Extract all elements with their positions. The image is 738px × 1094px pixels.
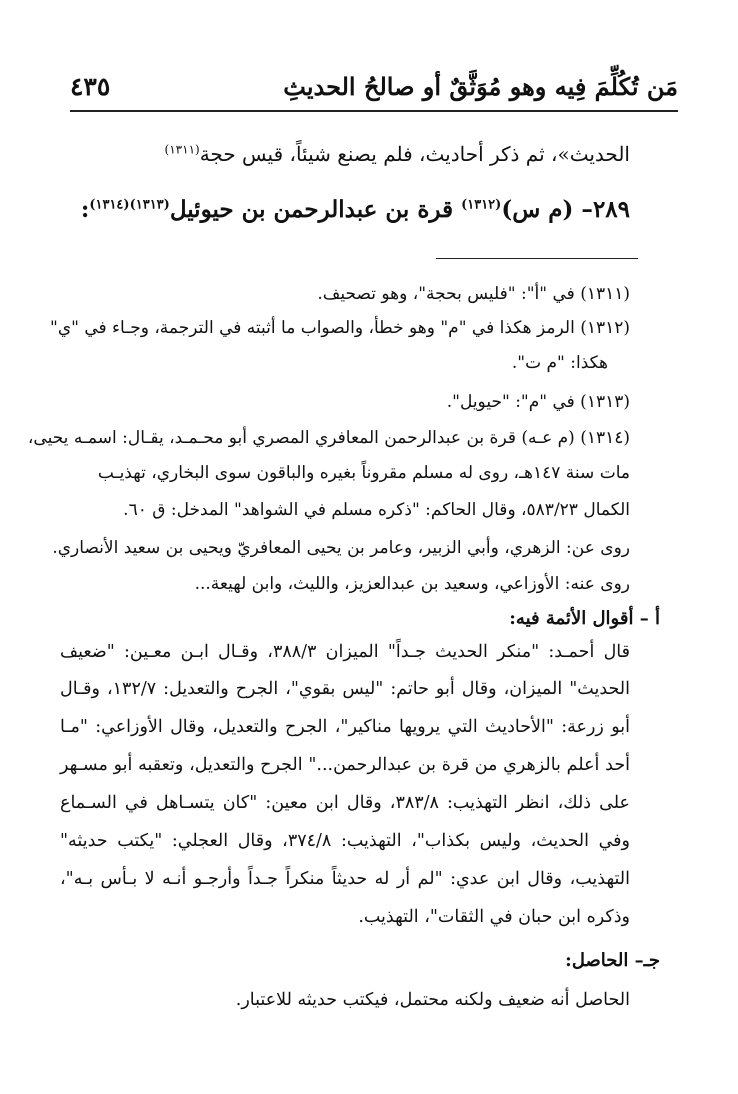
footnote-ref-1311: (١٣١١) [164,142,200,157]
section-c-heading: جـ– الحاصل: [565,950,660,971]
entry-colon: : [80,196,90,223]
body-line-1 [60,142,630,166]
section-a-line-5: على ذلك، انظر التهذيب: ٣٨٣/٨، وقال ابن معين: "كان يتسـاهل في السـماع [60,793,630,813]
section-a-line-7: التهذيب، وقال ابن عدي: "لم أر له حديثاً منكراً جـداً وأرجـو أنـه لا بـأس بـه"، [60,869,630,889]
footnote-1314-line-2: مات سنة ١٤٧هـ، روى له مسلم مقروناً بغيره والباقون سوى البخاري، تهذيـب [97,463,630,483]
footnote-ref-1312: (١٣١٢) [461,197,502,213]
footnote-ref-1313-1314: (١٣١٣)(١٣١٤) [89,197,170,213]
footnote-1314-line-3: الكمال ٥٨٣/٢٣، وقال الحاكم: "ذكره مسلم في الشواهد" المدخل: ق ٦٠. [123,500,630,520]
footnote-1314-line-1: (١٣١٤) (م عـه) قرة بن عبدالرحمن المعافري المصري أبو محـمـد، يقـال: اسمـه يحيى، [27,428,630,448]
running-header-title: مَن تُكُلِّمَ فِيه وهو مُوَثَّقٌ أو صالحُ الحديثِ [283,72,678,101]
footnote-1313: (١٣١٣) في "م": "حيويل". [446,392,630,412]
entry-heading [60,196,630,223]
entry-name: قرة بن عبدالرحمن بن حيوئيل [169,196,454,223]
footnote-1311: (١٣١١) في "أ": "فليس بحجة"، وهو تصحيف. [317,284,630,304]
section-c-text: الحاصل أنه ضعيف ولكنه محتمل، فيكتب حديثه للاعتبار. [235,990,630,1010]
section-a-line-6: وفي الحديث، وليس بكذاب"، التهذيب: ٣٧٤/٨، وقال العجلي: "يكتب حديثه" [60,831,630,851]
section-a-heading: أ – أقوال الأئمة فيه: [509,608,660,629]
running-header [70,72,678,106]
section-a-line-1: قال أحمـد: "منكر الحديث جـداً" الميزان ٣٨٨/٣، وقـال ابـن معـين: "ضعيف [60,642,630,662]
page-number: ٤٣٥ [70,72,111,101]
footnote-1312-line-1: (١٣١٢) الرمز هكذا في "م" وهو خطأ، والصواب ما أثبته في الترجمة، وجـاء في "ي" [50,318,630,338]
section-a-line-3: أبو زرعة: "الأحاديث التي يرويها مناكير"، الجرح والتعديل، وقال الأوزاعي: "مـا [60,717,630,737]
section-a-line-4: أحد أعلم بالزهري من قرة بن عبدالرحمن..." الجرح والتعديل، وتعقبه أبو مسـهر [60,755,630,775]
footnote-1314-line-4: روى عن: الزهري، وأبي الزبير، وعامر بن يحيى المعافريّ ويحيى بن سعيد الأنصاري. [52,538,630,558]
footnote-separator [436,258,638,259]
footnote-1312-line-2: هكذا: "م ت". [511,353,608,373]
section-a-line-2: الحديث" الميزان، وقال أبو حاتم: "ليس بقوي"، الجرح والتعديل: ١٣٢/٧، وقـال [60,679,630,699]
body-line-1-text: الحديث»، ثم ذكر أحاديث، فلم يصنع شيئاً، قيس حجة [199,142,630,166]
header-rule [70,110,678,112]
footnote-1314-line-5: روى عنه: الأوزاعي، وسعيد بن عبدالعزيز، والليث، وابن لهيعة... [194,574,630,594]
entry-number: ٢٨٩– (م س) [501,196,630,223]
section-a-line-8: وذكره ابن حبان في الثقات"، التهذيب. [358,907,630,927]
